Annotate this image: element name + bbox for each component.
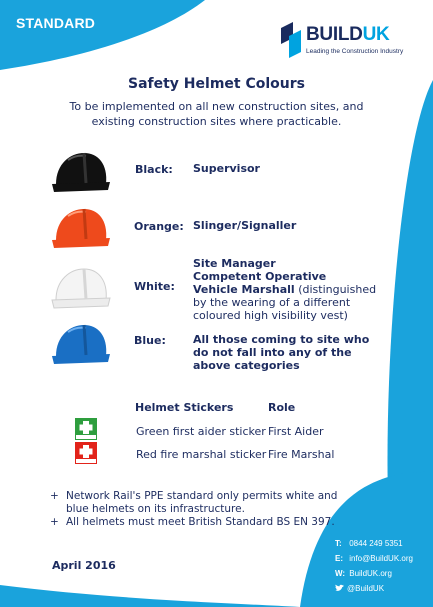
white-role-line-2: Competent Operative (193, 270, 327, 283)
white-role-line-3: Vehicle Marshall (193, 283, 295, 296)
orange-helmet-icon (50, 206, 112, 252)
black-label: Black: (135, 163, 173, 176)
builduk-logo-icon (279, 20, 303, 60)
blue-helmet-icon (50, 322, 112, 368)
standard-badge: STANDARD (16, 15, 96, 31)
red-sticker-text: Red fire marshal sticker (136, 448, 267, 461)
first-aider-sticker-icon (75, 418, 97, 440)
black-role: Supervisor (193, 162, 260, 175)
notes-list (50, 490, 350, 529)
fire-marshal-role: Fire Marshal (268, 448, 335, 461)
contact-block (335, 536, 413, 596)
green-sticker-text: Green first aider sticker (136, 425, 266, 438)
twitter-icon (335, 584, 344, 592)
black-helmet-icon (50, 150, 112, 196)
fire-marshal-sticker-icon (75, 442, 97, 464)
white-role-note: (distinguished by the wearing of a different coloured high visibility vest) (193, 283, 377, 322)
contact-phone: T: 0844 249 5351 (335, 539, 403, 548)
plus-icon: + (50, 490, 59, 502)
builduk-logo[interactable] (279, 20, 419, 62)
orange-label: Orange: (134, 220, 184, 233)
white-role-line-1: Site Manager (193, 257, 276, 270)
note-item (50, 516, 350, 529)
note-text: Network Rail's PPE standard only permits white and blue helmets on its infrastructure. (66, 490, 338, 515)
white-helmet-icon (50, 266, 112, 312)
intro-text: To be implemented on all new construction sites, and existing construction sites where practicable. (69, 100, 364, 128)
note-item (50, 490, 350, 516)
orange-role: Slinger/Signaller (193, 219, 297, 232)
brand-name: BUILDUK (306, 24, 390, 45)
page-title: Safety Helmet Colours (128, 76, 305, 92)
contact-twitter: @BuildUK (335, 581, 413, 596)
brand-tagline: Leading the Construction Industry (306, 48, 404, 55)
plus-icon: + (50, 516, 59, 528)
blue-role: All those coming to site who do not fall into any of the above categories (193, 333, 370, 372)
publish-date: April 2016 (52, 559, 116, 572)
note-text: All helmets must meet British Standard BS EN 397. (66, 516, 335, 528)
stickers-header: Helmet Stickers (135, 401, 234, 414)
white-label: White: (134, 280, 175, 293)
blue-label: Blue: (134, 334, 166, 347)
contact-web: W: BuildUK.org (335, 569, 392, 578)
white-role (193, 257, 378, 322)
role-header: Role (268, 401, 296, 414)
contact-email: E: info@BuildUK.org (335, 554, 413, 563)
first-aider-role: First Aider (268, 425, 324, 438)
